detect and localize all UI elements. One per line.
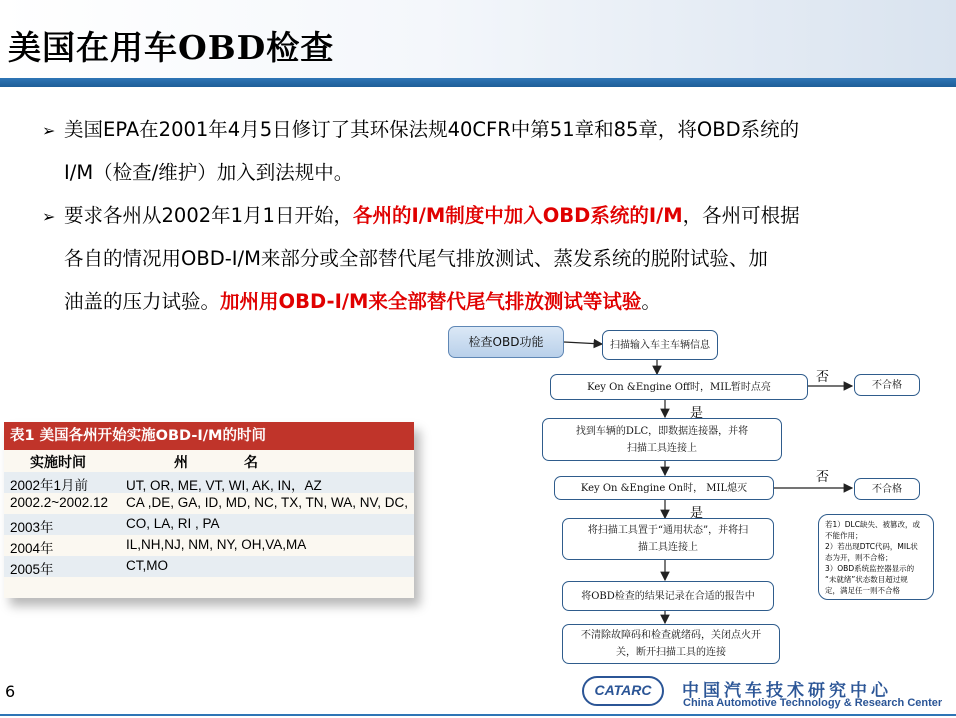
table-cell-time: 2002.2~2002.12 xyxy=(10,495,108,510)
paragraph-1-line-1: ➢ 美国EPA在2001年4月5日修订了其环保法规40CFR中第51章和85章，将OBD系统的 xyxy=(42,108,799,152)
flow-label-yes-1: 是 xyxy=(690,406,704,421)
flow-step-find-dlc: 找到车辆的DLC，即数据连接器，并将 扫描工具连接上 xyxy=(542,418,782,461)
flow-fail-conditions-note: 若1）DLC缺失、被篡改，或 不能作用； 2）若出现DTC代码，MIL状 态为开，则不合格； 3）OBD系统监控器显示的 “未就绪”状态数目超过规 定，满足任一则不合格 xyxy=(818,514,934,600)
obd-check-flowchart xyxy=(440,318,956,668)
table-cell-states: UT, OR, ME, VT, WI, AK, IN，AZ xyxy=(126,478,322,493)
table-cell-time: 2004年 xyxy=(10,541,54,556)
table-cell-time: 2005年 xyxy=(10,562,54,577)
highlight-text: 加州用OBD-I/M来全部替代尾气排放测试等试验 xyxy=(220,290,642,313)
bullet-arrow-icon: ➢ xyxy=(42,121,56,140)
catarc-logo: CATARC xyxy=(582,676,664,706)
paragraph-2-line-3: 油盖的压力试验。加州用OBD-I/M来全部替代尾气排放测试等试验。 xyxy=(64,290,661,313)
flow-fail-box-1: 不合格 xyxy=(854,374,920,396)
state-implementation-table xyxy=(4,422,414,598)
bullet-arrow-icon: ➢ xyxy=(42,207,56,226)
flow-fail-box-2: 不合格 xyxy=(854,478,920,500)
table-body xyxy=(4,472,414,577)
title-underline-bar xyxy=(0,78,956,87)
table-row xyxy=(4,472,414,493)
table-header-row xyxy=(4,450,414,472)
paragraph-2-line-1: ➢ 要求各州从2002年1月1日开始，各州的I/M制度中加入OBD系统的I/M，各州可根据 xyxy=(42,194,800,238)
table-header-time: 实施时间 xyxy=(30,455,86,471)
flow-label-no-1: 否 xyxy=(816,370,830,385)
flow-step-record-result: 将OBD检查的结果记录在合适的报告中 xyxy=(562,581,774,611)
flow-step-disconnect: 不清除故障码和检查就绪码，关闭点火开 关，断开扫描工具的连接 xyxy=(562,624,780,664)
flow-step-scan-input: 扫描输入车主车辆信息 xyxy=(602,330,718,360)
paragraph-1-line-2: I/M（检查/维护）加入到法规中。 xyxy=(64,161,354,184)
flow-step-key-on-engine-off: Key On &Engine Off时，MIL暂时点亮 xyxy=(550,374,808,400)
flow-step-key-on-engine-on: Key On &Engine On时， MIL熄灭 xyxy=(554,476,774,500)
flow-label-yes-2: 是 xyxy=(690,506,704,521)
table-row xyxy=(4,556,414,577)
table-row xyxy=(4,493,414,514)
table-cell-states: IL,NH,NJ, NM, NY, OH,VA,MA xyxy=(126,537,307,552)
table-cell-time: 2003年 xyxy=(10,520,54,535)
organization-name-cn: 中国汽车技术研究中心 xyxy=(682,681,892,701)
flow-step-generic-mode: 将扫描工具置于“通用状态”，并将扫 描工具连接上 xyxy=(562,518,774,560)
footer-line xyxy=(0,714,956,716)
table-cell-states: CO, LA, RI , PA xyxy=(126,516,220,531)
table-header-state-1: 州 xyxy=(174,455,188,471)
table-row xyxy=(4,514,414,535)
slide-title: 美国在用车OBD检查 xyxy=(8,28,335,67)
table-row xyxy=(4,535,414,556)
flow-start-box: 检查OBD功能 xyxy=(448,326,564,358)
table-caption: 表1 美国各州开始实施OBD-I/M的时间 xyxy=(4,422,414,450)
table-header-state-2: 名 xyxy=(244,455,258,471)
table-cell-states: CA ,DE, GA, ID, MD, NC, TX, TN, WA, NV, DC, xyxy=(126,495,409,510)
table-cell-states: CT,MO xyxy=(126,558,168,573)
organization-name-en: China Automotive Technology & Research Center xyxy=(683,697,943,709)
highlight-text: 各州的I/M制度中加入OBD系统的I/M xyxy=(352,204,683,227)
paragraph-2-line-2: 各自的情况用OBD-I/M来部分或全部替代尾气排放测试、蒸发系统的脱附试验、加 xyxy=(64,247,768,270)
table-cell-time: 2002年1月前 xyxy=(10,478,89,493)
page-number: 6 xyxy=(5,682,16,701)
flow-label-no-2: 否 xyxy=(816,470,830,485)
